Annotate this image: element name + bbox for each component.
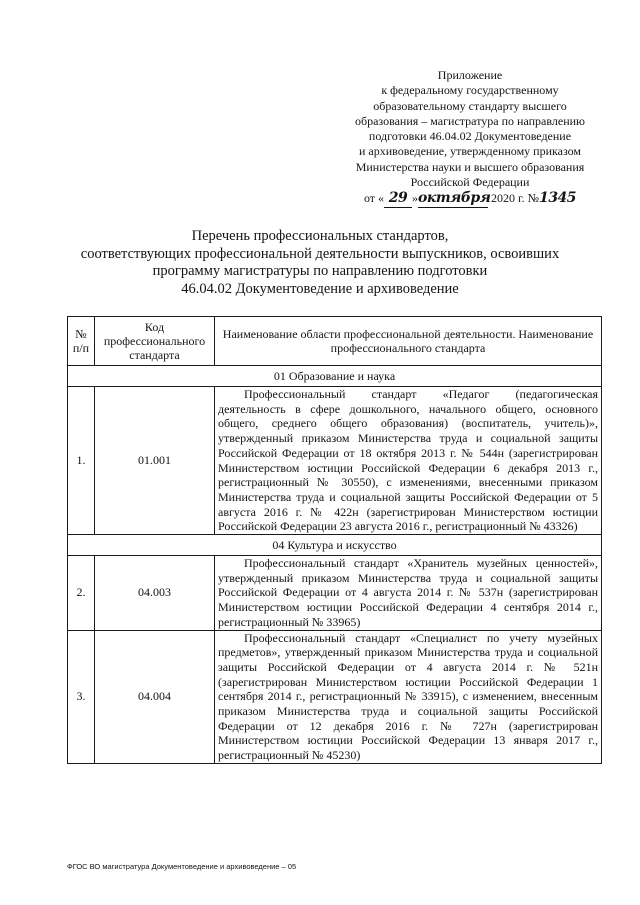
handwritten-order-number: 1345 <box>539 190 577 207</box>
row-name: Профессиональный стандарт «Специалист по учету музейных предметов», утвержденный приказом Министерства труда и социальной защиты Российской Федерации от 4 августа 2014 г. № 521н (зарегистрирован Министерством юстиции Российской Федерации 1 сентября 2014 г., регистрационный № 33915), с изменением, внесенным приказом Министерства труда и социальной защиты Российской Федерации от 12 декабря 2016 г. № 727н (зарегистрирован Министерством юстиции Российской Федерации 13 января 2017 г., регистрационный № 45230) <box>218 630 598 763</box>
table-row <box>68 630 602 763</box>
list-heading <box>40 228 600 298</box>
section-row <box>68 535 602 556</box>
heading-line: 46.04.02 Документоведение и архивоведение <box>181 280 459 297</box>
section-title: 01 Образование и наука <box>68 366 602 387</box>
appendix-block <box>335 68 605 208</box>
appendix-line: Приложение <box>437 68 503 82</box>
appendix-line: к федеральному государственному <box>381 83 559 98</box>
row-num: 3. <box>68 630 95 763</box>
standards-table <box>67 316 602 764</box>
section-title: 04 Культура и искусство <box>68 535 602 556</box>
header-code: Код профессионального стандарта <box>95 317 215 366</box>
date-year: 2020 г. № <box>491 191 540 206</box>
heading-line: соответствующих профессиональной деятельности выпускников, освоивших <box>80 245 560 262</box>
row-name: Профессиональный стандарт «Педагог (педагогическая деятельность в сфере дошкольного, начального общего, основного общего, среднего общего образования) (воспитатель, учитель)», утвержденный приказом Министерства труда и социальной защиты Российской Федерации от 18 октября 2013 г. № 544н (зарегистрирован Министерством юстиции Российской Федерации 6 декабря 2013 г., регистрационный № 30550), с изменениями, внесенными приказом Министерства труда и социальной защиты Российской Федерации от 5 августа 2016 г. № 422н (зарегистрирован Министерством юстиции Российской Федерации 23 августа 2016 г., регистрационный № 43326) <box>218 387 598 534</box>
heading-line: программу магистратуры по направлению подготовки <box>152 263 488 279</box>
footer-note: ФГОС ВО магистратура Документоведение и архивоведение – 05 <box>67 862 297 871</box>
row-name-cell <box>215 556 602 631</box>
appendix-line: Российской Федерации <box>410 175 530 190</box>
appendix-line: Министерства науки и высшего образования <box>355 159 585 174</box>
date-prefix: от « <box>363 191 385 206</box>
appendix-line: образования – магистратура по направлению <box>354 113 585 128</box>
row-name-cell <box>215 387 602 535</box>
handwritten-day: 29 <box>384 191 412 207</box>
table-row <box>68 387 602 535</box>
row-num: 2. <box>68 556 95 631</box>
row-code: 01.001 <box>95 387 215 535</box>
header-name: Наименование области профессиональной деятельности. Наименование профессионального стандарта <box>215 317 602 366</box>
header-num: № п/п <box>68 317 95 366</box>
table-header-row <box>68 317 602 366</box>
row-code: 04.003 <box>95 556 215 631</box>
row-name-cell <box>215 630 602 763</box>
appendix-line: и архивоведение, утвержденному приказом <box>358 144 582 159</box>
heading-line: Перечень профессиональных стандартов, <box>191 228 449 244</box>
handwritten-month: октября <box>418 190 491 207</box>
section-row <box>68 366 602 387</box>
appendix-line: образовательному стандарту высшего <box>373 98 567 113</box>
table-row <box>68 556 602 631</box>
date-mid: » <box>412 191 419 206</box>
row-code: 04.004 <box>95 630 215 763</box>
order-date-line <box>335 191 605 207</box>
row-num: 1. <box>68 387 95 535</box>
row-name: Профессиональный стандарт «Хранитель музейных ценностей», утвержденный приказом Министерства труда и социальной защиты Российской Федерации от 4 августа 2014 г. № 537н (зарегистрирован Министерством юстиции Российской Федерации 4 сентября 2014 г., регистрационный № 33965) <box>218 556 598 629</box>
appendix-line: подготовки 46.04.02 Документоведение <box>368 129 572 144</box>
